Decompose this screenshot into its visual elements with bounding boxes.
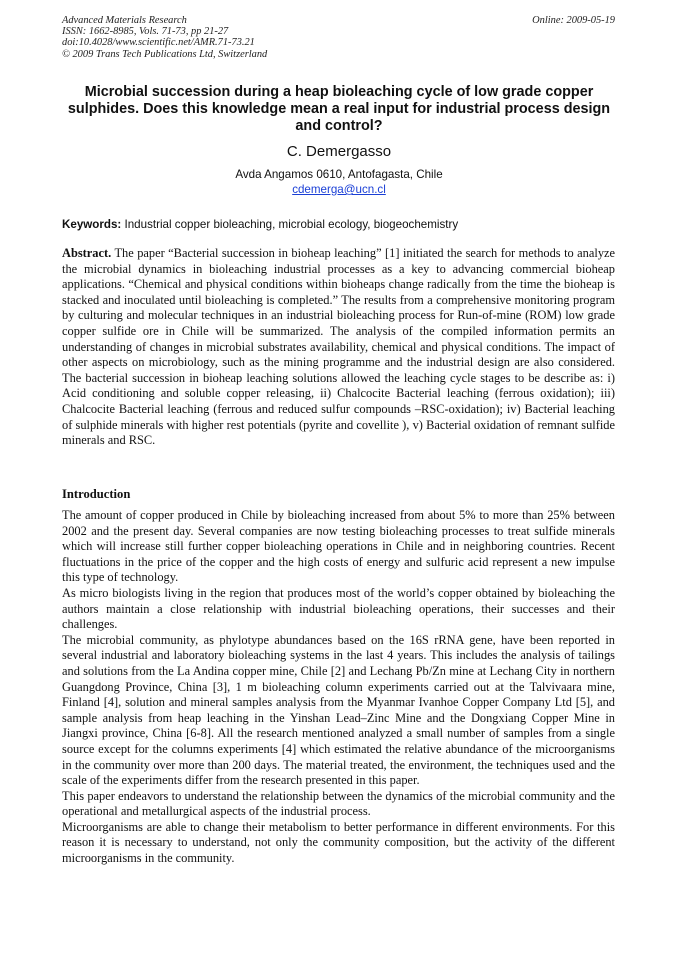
intro-paragraph: The amount of copper produced in Chile by bioleaching increased from about 5% to more than 25% between 2002 and the present day. Several companies are now testing bioleaching processes to treat sulfide minerals which will increase still further copper bioleaching operations in Chile and in neighboring countries. Recent fluctuations in the price of the copper and the high costs of energy and sulfuric acid represent a new impulse this type of technology.	[62, 508, 615, 585]
intro-paragraph: The microbial community, as phylotype abundances based on the 16S rRNA gene, have been reported in several industrial and laboratory bioleaching systems in the last 4 years. This includes the analysis of tailings and solutions from the La Andina copper mine, Chile [2] and Lechang Pb/Zn mine at Lechang City in northern Guangdong Province, China [3], 1 m bioleaching column experiments carried out at the Talvivaara mine, Finland [4], solution and mineral samples analysis from the Myanmar Ivanhoe Copper Company Ltd [5], and sample analysis from heap leaching in the Yinshan Lead–Zinc Mine and the Dongxiang Copper Mine in Jiangxi province, China [6-8]. All the research mentioned analyzed a small number of samples from a single source except for the columns experiments [4] which estimated the relative abundance of the microorganisms in the community over more than 200 days. The material treated, the environment, the techniques used and the scale of the experiments differ from the research presented in this paper.	[62, 632, 615, 788]
intro-paragraph: Microorganisms are able to change their metabolism to better performance in different environments. For this reason it is necessary to understand, not only the community composition, but the activity of the different microorganisms in the community.	[62, 819, 615, 866]
keywords-text: Industrial copper bioleaching, microbial ecology, biogeochemistry	[124, 218, 459, 231]
issn-line: ISSN: 1662-8985, Vols. 71-73, pp 21-27	[62, 26, 229, 38]
paper-title: Microbial succession during a heap bioleaching cycle of low grade copper sulphides. Does this knowledge mean a real input for industrial process design and control?	[67, 84, 611, 135]
keywords	[62, 218, 616, 231]
doi-line: doi:10.4028/www.scientific.net/AMR.71-73.21	[62, 37, 255, 49]
affiliation	[62, 167, 616, 197]
online-date: Online: 2009-05-19	[532, 15, 615, 26]
journal-name: Advanced Materials Research	[62, 15, 187, 26]
abstract-label: Abstract.	[62, 246, 112, 260]
intro-paragraph: This paper endeavors to understand the relationship between the dynamics of the microbial community and the operational and metallurgical aspects of the industrial process.	[62, 788, 615, 819]
keywords-label: Keywords:	[62, 218, 122, 231]
intro-paragraph: As micro biologists living in the region that produces most of the world’s copper obtained by bioleaching the authors maintain a close relationship with industrial bioleaching operations, their successes and their challenges.	[62, 585, 615, 632]
abstract	[62, 246, 615, 449]
section-heading-introduction: Introduction	[62, 487, 131, 501]
author-email-link[interactable]: cdemerga@ucn.cl	[292, 183, 386, 196]
author-name: C. Demergasso	[286, 143, 392, 160]
copyright-line: © 2009 Trans Tech Publications Ltd, Switzerland	[62, 48, 268, 60]
author-address: Avda Angamos 0610, Antofagasta, Chile	[235, 168, 443, 181]
abstract-text: The paper “Bacterial succession in bioheap leaching” [1] initiated the search for methods to analyze the microbial dynamics in bioleaching industrial processes as a key to advancing commercial bioheap applications. “Chemical and physical conditions within bioheaps change radically from the time the bioheap is stacked and inoculated until bioleaching is completed.” The results from a comprehensive monitoring program by culturing and molecular techniques in an industrial bioleaching process for Run-of-mine (ROM) low grade copper sulfide ore in Chile will be summarized. The analysis of the compiled information permits an understanding of changes in microbial substrates availability, chemical and physical conditions. The impact of other aspects on microbiology, such as the mining programme and the industrial design are also considered. The bacterial succession in bioheap leaching solutions allowed the leaching cycle stages to be describe as: i) Acid conditioning and soluble copper releasing, ii) Chalcocite Bacterial leaching (ferrous oxidation); iii) Chalcocite Bacterial leaching (ferrous and reduced sulfur compounds –RSC-oxidation); iv) Bacterial leaching of sulphide minerals with higher rest potentials (pyrite and covellite ), v) Bacterial oxidation of remnant sulfide minerals and RSC.	[62, 246, 616, 448]
journal-header	[62, 15, 267, 60]
introduction-body	[62, 508, 615, 867]
